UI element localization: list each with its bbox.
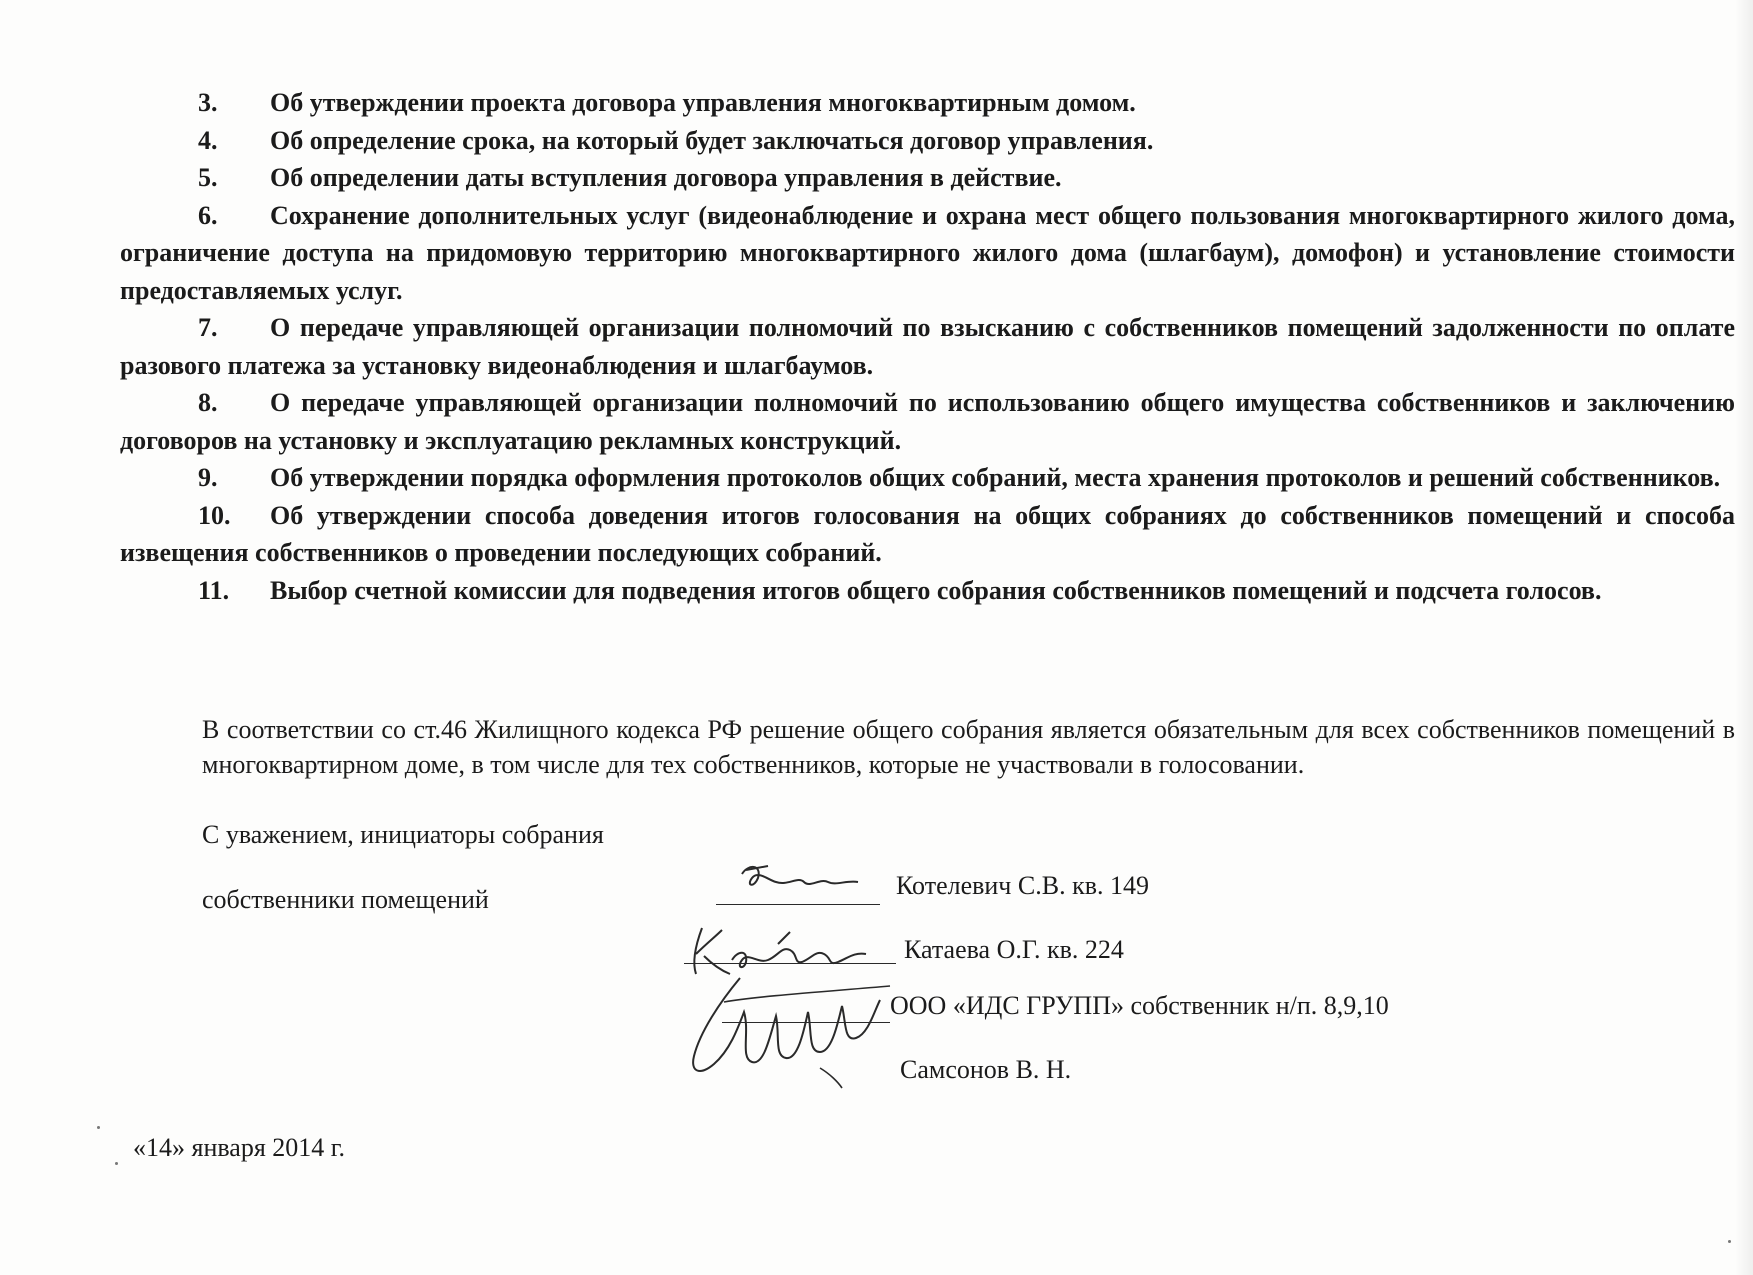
agenda-item-11 bbox=[120, 572, 1735, 610]
agenda-item-number: 6. bbox=[198, 200, 218, 230]
agenda-item-number: 11. bbox=[198, 575, 230, 605]
agenda-item-text: Об утверждении порядка оформления протоколов общих собраний, места хранения протоколов и решений собственников. bbox=[270, 463, 1721, 492]
agenda-item-3 bbox=[120, 84, 1735, 122]
agenda-item-number: 9. bbox=[198, 463, 218, 492]
agenda-item-number: 8. bbox=[198, 388, 218, 417]
agenda-item-text: Об определение срока, на который будет заключаться договор управления. bbox=[270, 125, 1154, 155]
agenda-item-text: Об утверждении проекта договора управления многоквартирным домом. bbox=[270, 88, 1136, 117]
agenda-item-8 bbox=[120, 384, 1735, 459]
agenda-item-5 bbox=[120, 159, 1735, 197]
signature-2-line bbox=[684, 963, 896, 964]
agenda-item-text: Об определении даты вступления договора управления в действие. bbox=[270, 163, 1062, 192]
agenda-item-number: 10. bbox=[198, 500, 231, 530]
signature-1-mark bbox=[728, 856, 878, 906]
scan-speck bbox=[1728, 1240, 1731, 1243]
agenda-item-7 bbox=[120, 309, 1735, 384]
signatory-4-name: Самсонов В. Н. bbox=[900, 1055, 1072, 1084]
signatory-2-name: Катаева О.Г. кв. 224 bbox=[904, 935, 1124, 964]
agenda-item-10 bbox=[120, 497, 1735, 572]
agenda-item-text: О передаче управляющей организации полномочий по использованию общего имущества собственников и заключению договоров на установку и эксплуатацию рекламных конструкций. bbox=[120, 388, 1735, 455]
agenda-item-6 bbox=[120, 197, 1735, 310]
signatory-3-name: ООО «ИДС ГРУПП» собственник н/п. 8,9,10 bbox=[890, 991, 1389, 1020]
document-date: «14» января 2014 г. bbox=[133, 1133, 346, 1162]
signatory-1-name: Котелевич С.В. кв. 149 bbox=[896, 871, 1149, 900]
regards-line: С уважением, инициаторы собрания bbox=[202, 820, 604, 849]
agenda-item-number: 4. bbox=[198, 125, 218, 155]
agenda-item-text: Выбор счетной комиссии для подведения итогов общего собрания собственников помещений и подсчета голосов. bbox=[270, 575, 1602, 605]
scan-speck bbox=[115, 1162, 118, 1165]
agenda-item-text: О передаче управляющей организации полномочий по взысканию с собственников помещений задолженности по оплате разового платежа за установку видеонаблюдения и шлагбаумов. bbox=[120, 313, 1735, 380]
scan-speck bbox=[97, 1126, 100, 1129]
agenda-item-text: Сохранение дополнительных услуг (видеонаблюдение и охрана мест общего пользования многоквартирного жилого дома, ограничение доступа на придомовую территорию многоквартирного жилого дома (шлагбаум), домофон) и установление стоимости предоставляемых услуг. bbox=[120, 200, 1735, 305]
signature-3-mark bbox=[680, 972, 900, 1090]
signature-1-line bbox=[716, 904, 880, 905]
agenda-item-number: 5. bbox=[198, 163, 218, 192]
signature-2-mark bbox=[682, 920, 892, 980]
agenda-item-number: 3. bbox=[198, 88, 218, 117]
agenda-item-text: Об утверждении способа доведения итогов голосования на общих собраниях до собственников помещений и способа извещения собственников о проведении последующих собраний. bbox=[120, 500, 1735, 567]
signature-3-line bbox=[722, 1022, 890, 1023]
owners-label: собственники помещений bbox=[202, 885, 489, 914]
scan-edge-shadow bbox=[1735, 0, 1753, 1275]
agenda-item-9 bbox=[120, 459, 1735, 497]
agenda-list bbox=[120, 84, 1735, 609]
agenda-item-number: 7. bbox=[198, 313, 218, 342]
agenda-item-4 bbox=[120, 122, 1735, 160]
law-note: В соответствии со ст.46 Жилищного кодекса РФ решение общего собрания является обязательным для всех собственников помещений в многоквартирном доме, в том числе для тех собственников, которые не участвовали в голосовании. bbox=[202, 715, 1735, 779]
